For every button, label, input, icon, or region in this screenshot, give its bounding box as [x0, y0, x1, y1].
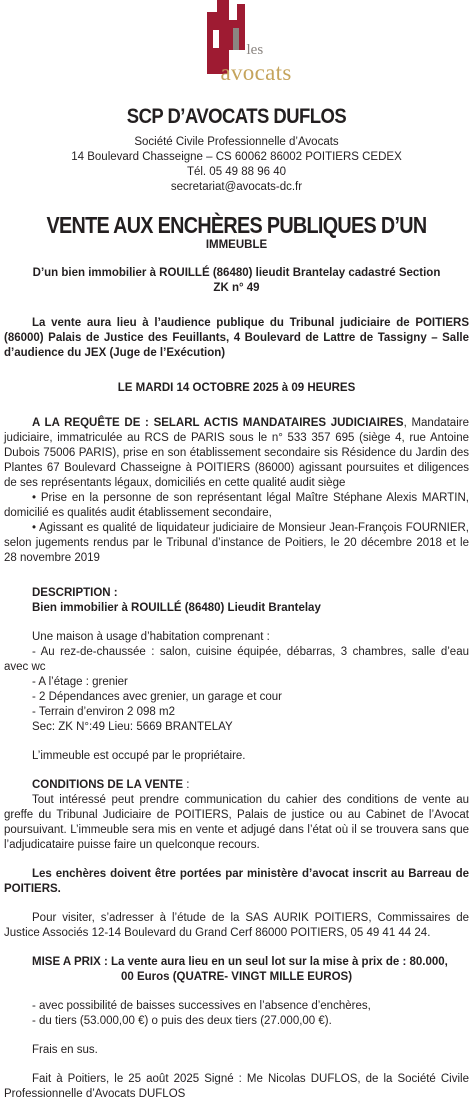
firm-address: 14 Boulevard Chasseigne – CS 60062 86002 POITIERS CEDEX — [71, 151, 402, 163]
price-item: - avec possibilité de baisses successives en l’absence d’enchères, — [32, 1000, 371, 1012]
firm-email: secretariat@avocats-dc.fr — [170, 181, 303, 193]
requester-paragraph — [4, 416, 469, 491]
description-item: - Terrain d’environ 2 098 m2 — [32, 706, 175, 718]
fees: Frais en sus. — [32, 1044, 98, 1056]
firm-logo — [177, 0, 297, 95]
logo-les: les — [246, 42, 264, 58]
notice-title: VENTE AUX ENCHÈRES PUBLIQUES D’UN — [46, 212, 427, 238]
logo-avocats: avocats — [220, 60, 292, 85]
description-heading: Bien immobilier à ROUILLÉ (86480) Lieudit Brantelay — [32, 602, 321, 614]
requester-bullet-1: • Prise en la personne de son représentant légal Maître Stéphane Alexis MARTIN, domicilié es qualités audit établissement secondaire, — [4, 492, 469, 519]
signature: Fait à Poitiers, le 25 août 2025 Signé : Me Nicolas DUFLOS, de la Société Civile Professionnelle d’Avocats DUFLOS — [4, 1073, 469, 1100]
sale-venue: La vente aura lieu à l’audience publique du Tribunal judiciaire de POITIERS (86000) Palais de Justice des Feuillants, 4 Boulevard de Lattre de Tassigny – Salle d’audience du JEX (Juge de l’Exécution) — [4, 317, 469, 359]
notice-subtitle: IMMEUBLE — [205, 239, 268, 251]
conditions-text: Tout intéressé peut prendre communication du cahier des conditions de vente au greffe du Tribunal Judiciaire de POITIERS, Palais de justice ou au Cabinet de l’Avocat poursuivant. L’immeuble sera mis en vente et adjugé dans l’état où il se trouvera sans que l’adjudicataire puisse faire un quelconque recours. — [4, 794, 469, 851]
description-item: Sec: ZK N°:49 Lieu: 5669 BRANTELAY — [32, 721, 233, 733]
conditions-label-line — [4, 778, 469, 793]
firm-contact — [4, 135, 469, 195]
firm-type: Société Civile Professionnelle d’Avocats — [134, 136, 339, 148]
firm-phone: Tél. 05 49 88 96 40 — [186, 166, 287, 178]
conditions-label: CONDITIONS DE LA VENTE — [32, 779, 183, 791]
conditions-colon: : — [183, 779, 190, 791]
requester-bullet-2: • Agissant es qualité de liquidateur judiciaire de Monsieur Jean-François FOURNIER, selon jugements rendus par le Tribunal d’instance de Poitiers, le 20 décembre 2018 et le 28 novembre 2019 — [4, 522, 469, 564]
reserve-price-amount: 00 Euros (QUATRE- VINGT MILLE EUROS) — [120, 971, 353, 983]
price-item: - du tiers (53.000,00 €) o puis des deux tiers (27.000,00 €). — [32, 1015, 332, 1027]
firm-name: SCP D’AVOCATS DUFLOS — [126, 105, 347, 128]
description-item: - A l’étage : grenier — [32, 676, 128, 688]
property-summary: D’un bien immobilier à ROUILLÉ (86480) lieudit Brantelay cadastré Section ZK n° 49 — [32, 267, 441, 294]
occupancy: L’immeuble est occupé par le propriétaire. — [32, 750, 246, 762]
description-item: - Au rez-de-chaussée : salon, cuisine équipée, débarras, 3 chambres, salle d’eau avec wc — [4, 646, 469, 673]
requester-text: , Mandataire judiciaire, immatriculée au RCS de PARIS sous le n° 533 357 695 (siège 4, rue Antoine Dubois 75006 PARIS), prise en son établissement secondaire sis Résidence du Jardin des Plantes 67 Boulevard Chasseigne à POITIERS (86000) agissant poursuites et diligences de ses représentants légaux, domiciliés en cette qualité audit siège — [4, 417, 469, 489]
requester-label: A LA REQUÊTE DE : SELARL ACTIS MANDATAIRES JUDICIAIRES — [32, 417, 404, 429]
sale-date: LE MARDI 14 OCTOBRE 2025 à 09 HEURES — [117, 382, 356, 394]
bid-notice: Les enchères doivent être portées par ministère d’avocat inscrit au Barreau de POITIERS. — [4, 868, 469, 895]
description-item: - 2 Dépendances avec grenier, un garage et cour — [32, 691, 282, 703]
visit-info: Pour visiter, s’adresser à l’étude de la SAS AURIK POITIERS, Commissaires de Justice Associés 12-14 Boulevard du Grand Cerf 86000 POITIERS, 05 49 41 44 24. — [4, 912, 469, 939]
description-label: DESCRIPTION : — [32, 587, 118, 599]
reserve-price: MISE A PRIX : La vente aura lieu en un seul lot sur la mise à prix de : 80.000, — [32, 956, 448, 968]
description-intro: Une maison à usage d’habitation comprenant : — [32, 631, 270, 643]
